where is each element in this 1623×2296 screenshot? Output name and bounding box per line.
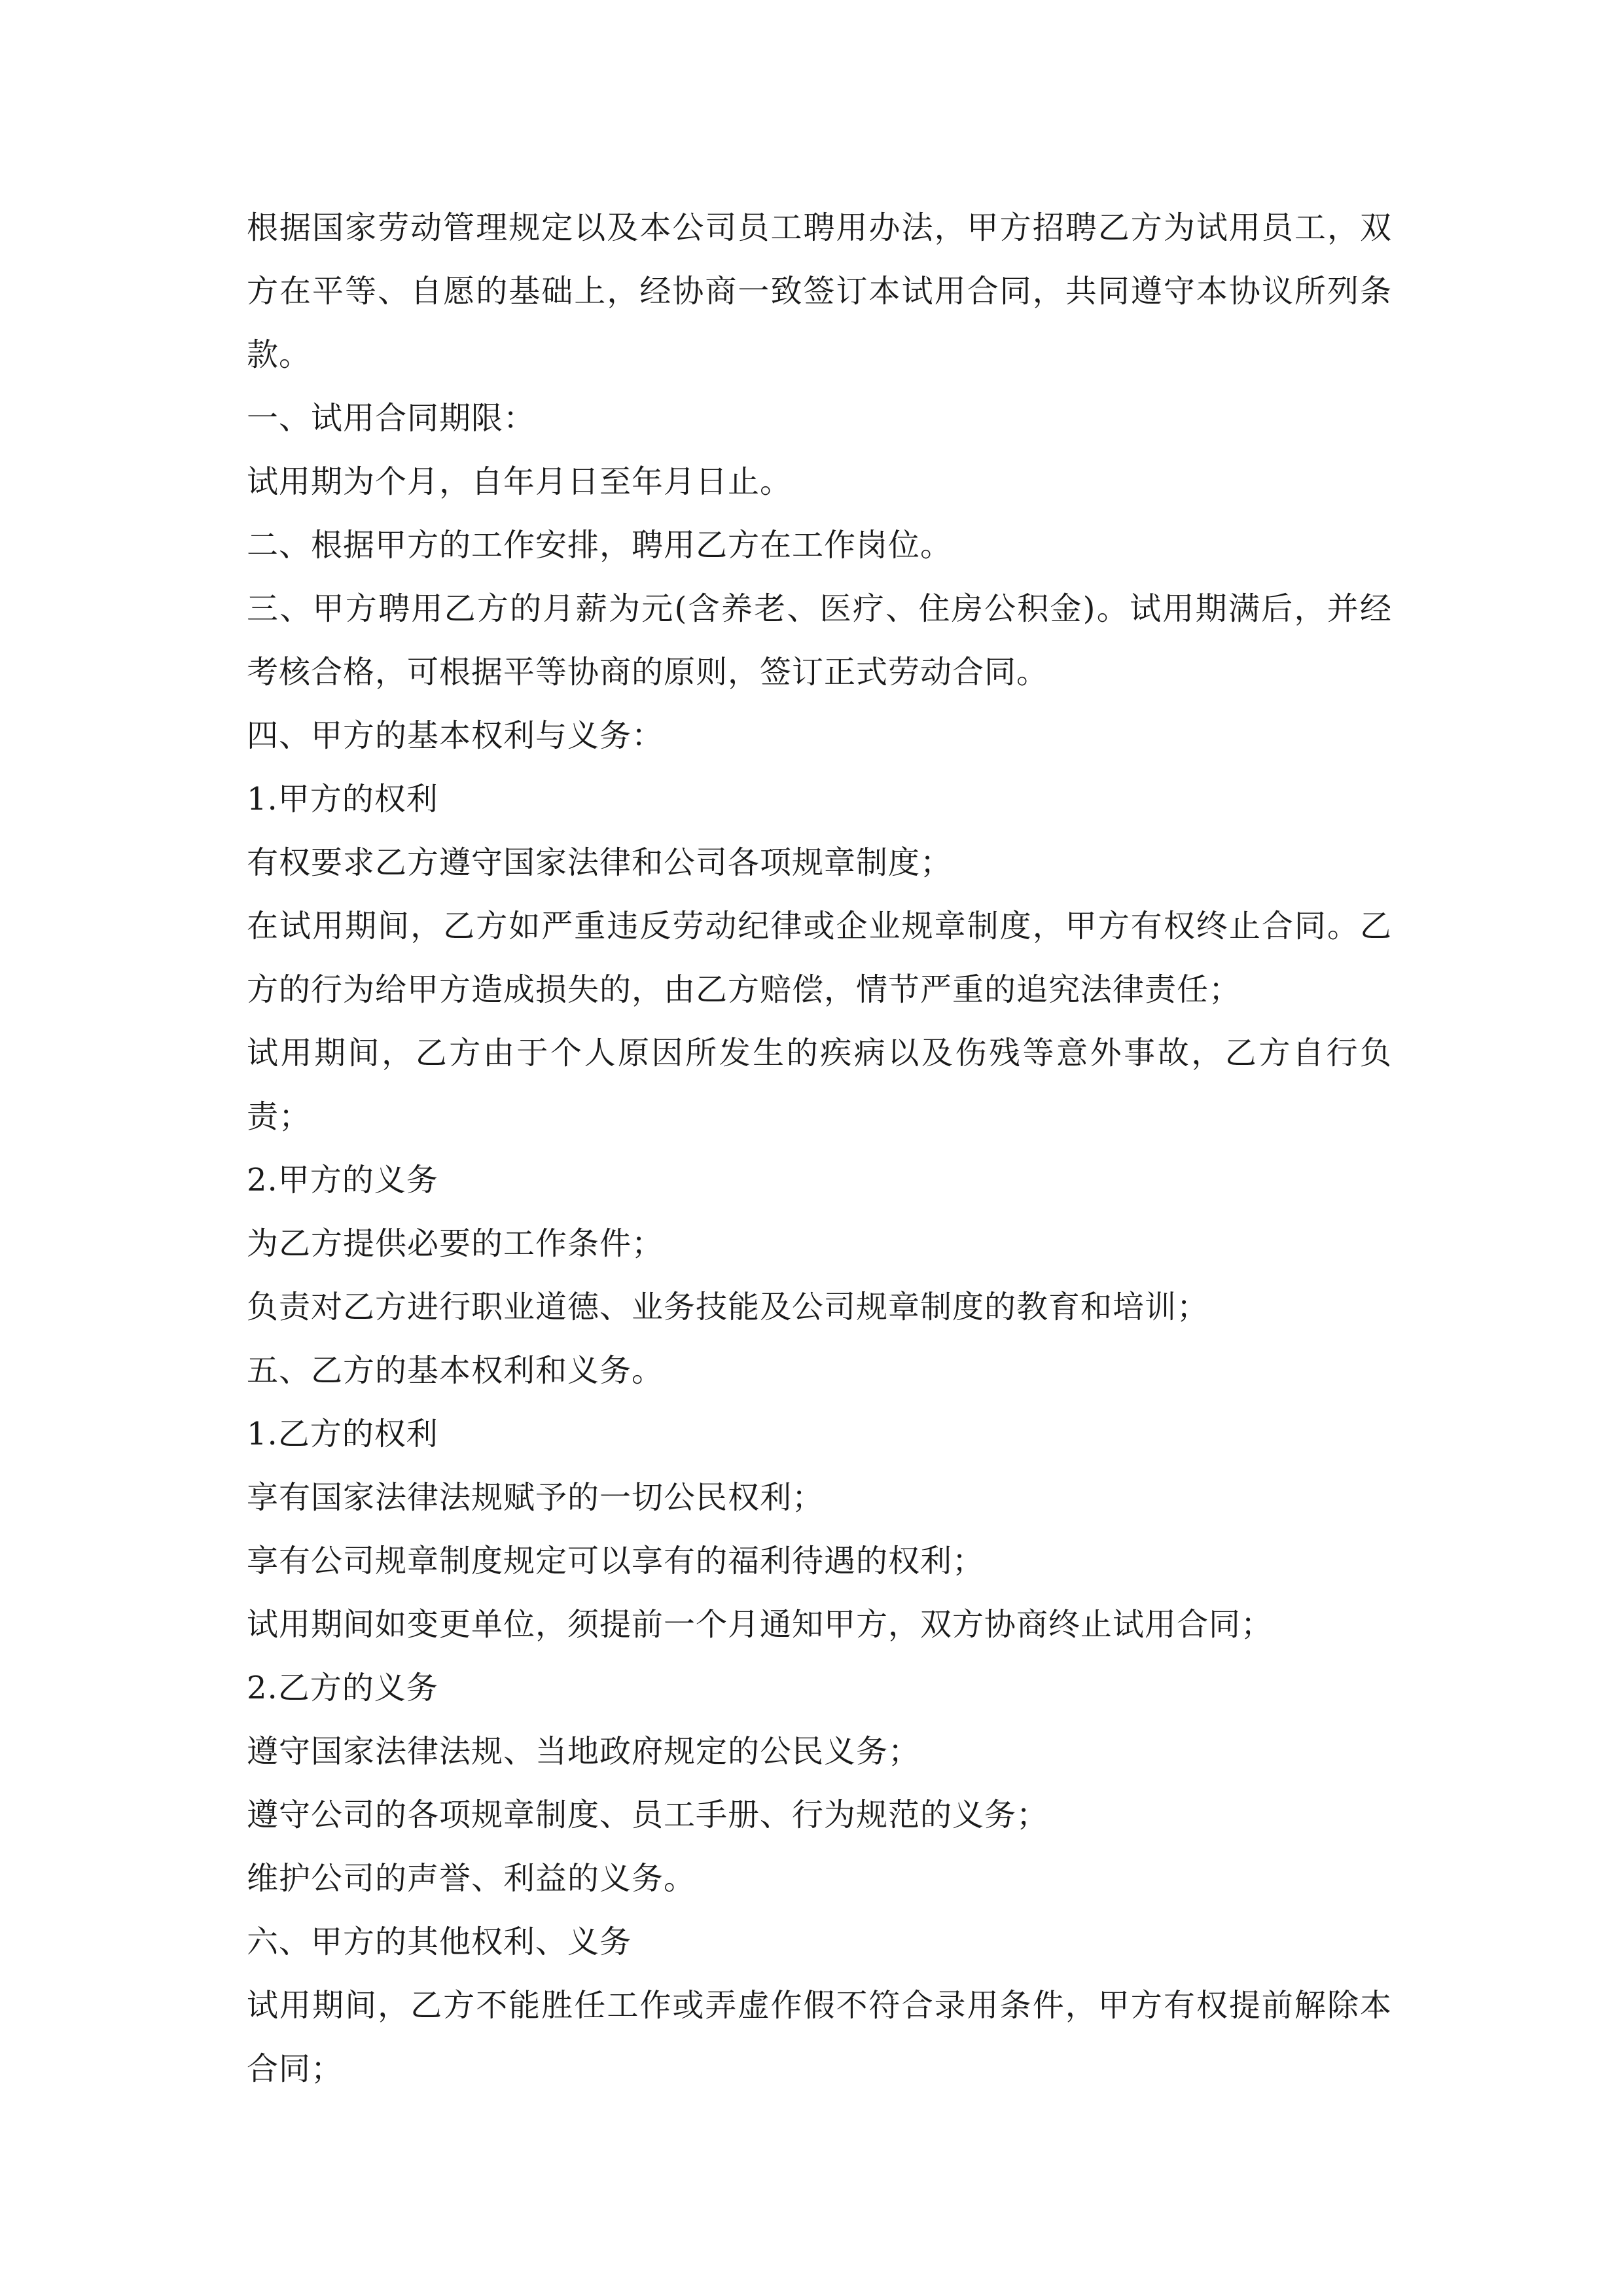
paragraph-party-a-rights-heading: 1.甲方的权利 bbox=[247, 781, 438, 817]
paragraph-party-b-duties-heading: 2.乙方的义务 bbox=[247, 1670, 438, 1706]
paragraph-party-b-duty-1: 遵守国家法律法规、当地政府规定的公民义务； bbox=[247, 1733, 921, 1770]
paragraph-section-1-heading: 一、试用合同期限： bbox=[247, 400, 536, 437]
paragraph-party-a-duty-1: 为乙方提供必要的工作条件； bbox=[247, 1225, 664, 1262]
paragraph-section-4-heading: 四、甲方的基本权利与义务： bbox=[247, 717, 664, 754]
paragraph-party-a-right-2: 在试用期间，乙方如严重违反劳动纪律或企业规章制度，甲方有权终止合同。乙方的行为给甲方造成损失的，由乙方赔偿，情节严重的追究法律责任； bbox=[247, 908, 1392, 1008]
paragraph-party-b-right-2: 享有公司规章制度规定可以享有的福利待遇的权利； bbox=[247, 1543, 985, 1579]
paragraph-trial-period: 试用期为个月，自年月日至年月日止。 bbox=[247, 463, 793, 500]
paragraph-preamble: 根据国家劳动管理规定以及本公司员工聘用办法，甲方招聘乙方为试用员工，双方在平等、自愿的基础上，经协商一致签订本试用合同，共同遵守本协议所列条款。 bbox=[247, 209, 1392, 373]
paragraph-party-a-duties-heading: 2.甲方的义务 bbox=[247, 1162, 438, 1198]
paragraph-section-3: 三、甲方聘用乙方的月薪为元(含养老、医疗、住房公积金)。试用期满后，并经考核合格，可根据平等协商的原则，签订正式劳动合同。 bbox=[247, 590, 1392, 691]
paragraph-party-b-right-1: 享有国家法律法规赋予的一切公民权利； bbox=[247, 1479, 825, 1516]
paragraph-party-b-duty-2: 遵守公司的各项规章制度、员工手册、行为规范的义务； bbox=[247, 1797, 1049, 1833]
paragraph-section-6-heading: 六、甲方的其他权利、义务 bbox=[247, 1924, 632, 1960]
document-body bbox=[247, 196, 1392, 2101]
paragraph-party-a-other-1: 试用期间，乙方不能胜任工作或弄虚作假不符合录用条件，甲方有权提前解除本合同； bbox=[247, 1987, 1392, 2087]
paragraph-party-b-right-3: 试用期间如变更单位，须提前一个月通知甲方，双方协商终止试用合同； bbox=[247, 1606, 1274, 1643]
paragraph-party-a-right-3: 试用期间，乙方由于个人原因所发生的疾病以及伤残等意外事故，乙方自行负责； bbox=[247, 1035, 1392, 1135]
paragraph-section-5-heading: 五、乙方的基本权利和义务。 bbox=[247, 1352, 664, 1389]
paragraph-party-b-rights-heading: 1.乙方的权利 bbox=[247, 1416, 438, 1452]
paragraph-party-a-right-1: 有权要求乙方遵守国家法律和公司各项规章制度； bbox=[247, 844, 953, 881]
paragraph-party-b-duty-3: 维护公司的声誉、利益的义务。 bbox=[247, 1860, 696, 1897]
paragraph-party-a-duty-2: 负责对乙方进行职业道德、业务技能及公司规章制度的教育和培训； bbox=[247, 1289, 1209, 1325]
paragraph-section-2: 二、根据甲方的工作安排，聘用乙方在工作岗位。 bbox=[247, 527, 953, 564]
